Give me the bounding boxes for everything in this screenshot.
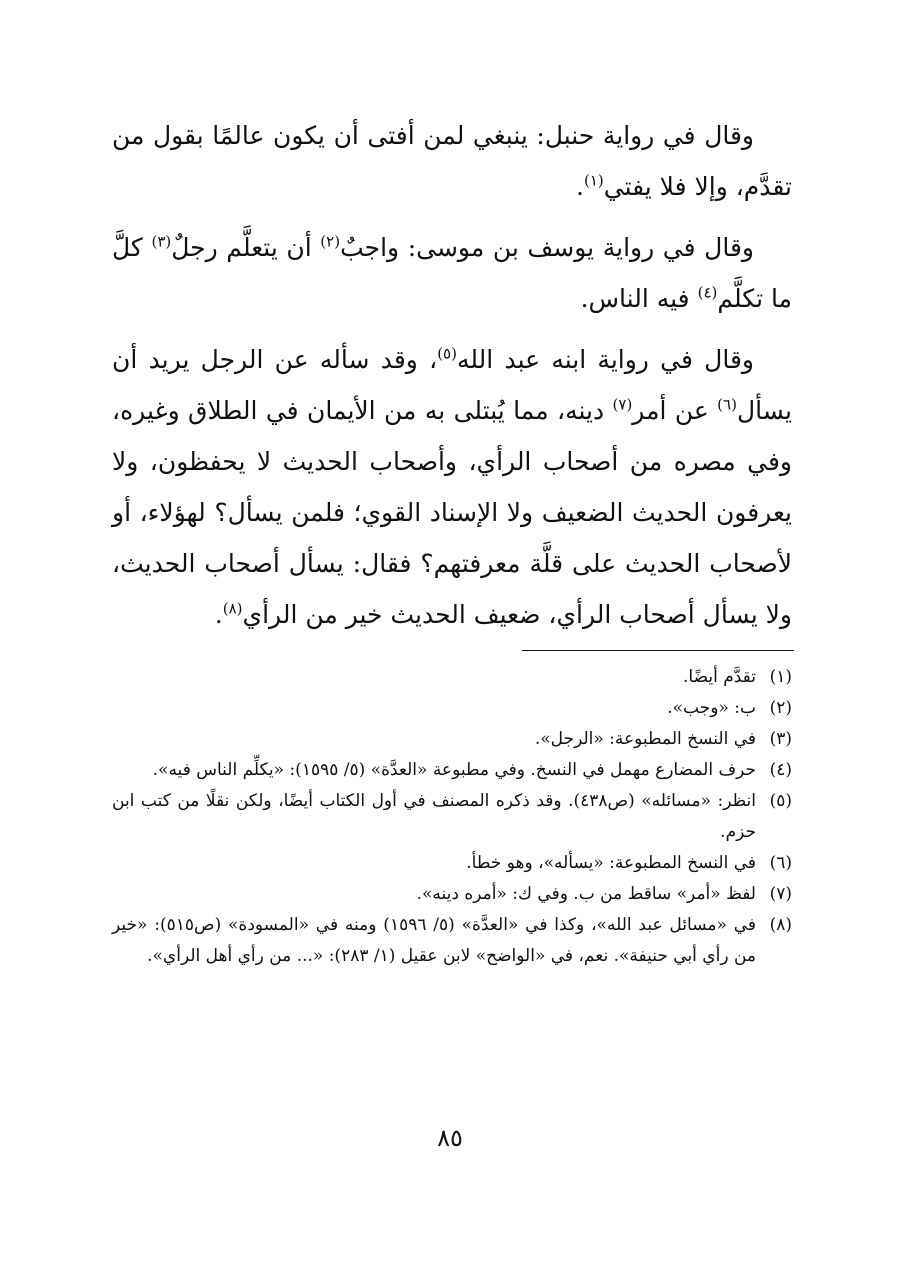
footnote-text: في النسخ المطبوعة: «يسأله»، وهو خطأ.: [466, 853, 756, 873]
footnotes-section: [112, 662, 792, 972]
footnote-number: (٣): [769, 729, 792, 749]
footnote-text: في «مسائل عبد الله»، وكذا في «العدَّة» (٥/ ١٥٩٦) ومنه في «المسودة» (ص٥١٥): «خير من رأي أبي حنيفة». نعم، في «الواضح» لابن عقيل (١/ ٢٨٣): «... من رأي أهل الرأي».: [112, 915, 757, 966]
footnote-text: تقدَّم أيضًا.: [683, 667, 756, 687]
footnote-number: (١): [769, 667, 792, 687]
footnote-text: ب: «وجب».: [667, 698, 756, 718]
paragraph-hanbal-narration: وقال في رواية حنبل: ينبغي لمن أفتى أن يكون عالمًا بقول من تقدَّم، وإلا فلا يفتي$^{(١)}$.: [112, 121, 792, 201]
footnote-ref-5[interactable]: (٥): [437, 344, 457, 363]
footnote-item: [112, 693, 792, 724]
footnote-number: (٨): [769, 915, 792, 935]
footnote-text: انظر: «مسائله» (ص٤٣٨). وقد ذكره المصنف في أول الكتاب أيضًا، ولكن نقلًا من كتب ابن حزم.: [112, 791, 756, 842]
footnote-ref-2[interactable]: (٢): [320, 232, 341, 251]
footnote-item: [112, 879, 792, 910]
footnote-ref-3[interactable]: (٣): [151, 232, 172, 251]
footnote-number: (٤): [769, 760, 792, 780]
footnote-text: لفظ «أمر» ساقط من ب. وفي ك: «أمره دينه».: [416, 884, 756, 904]
footnote-separator: [522, 650, 794, 651]
footnote-ref-8[interactable]: (٨): [222, 599, 243, 618]
main-text: [112, 110, 792, 650]
paragraph-abdullah-narration: وقال في رواية ابنه عبد الله$^{(٥)}$، وقد سأله عن الرجل يريد أن يسأل$^{(٦)}$ عن أمر$^{(٧)}$ دينه، مما يُبتلى به من الأيمان في الطلاق وغيره، وفي مصره من أصحاب الرأي، وأصحاب الحديث لا يحفظون، ولا يعرفون الحديث الضعيف ولا الإسناد القوي؛ فلمن يسأل؟ لهؤلاء، أو لأصحاب الحديث على قلَّة معرفتهم؟ فقال: يسأل أصحاب الحديث، ولا يسأل أصحاب الرأي، ضعيف الحديث خير من الرأي$^{(٨)}$.: [112, 344, 792, 629]
footnote-item: [112, 724, 792, 755]
footnote-ref-6[interactable]: (٦): [717, 395, 737, 414]
footnote-item: [112, 910, 792, 972]
footnote-number: (٧): [769, 884, 792, 904]
footnote-number: (٥): [769, 791, 792, 811]
footnote-text: في النسخ المطبوعة: «الرجل».: [534, 729, 756, 749]
footnote-number: (٢): [769, 698, 792, 718]
footnote-text: حرف المضارع مهمل في النسخ. وفي مطبوعة «العدَّة» (٥/ ١٥٩٥): «يكلِّم الناس فيه».: [152, 760, 756, 780]
footnote-ref-7[interactable]: (٧): [612, 395, 633, 414]
footnote-item: [112, 662, 792, 693]
footnote-ref-1[interactable]: (١): [583, 171, 604, 190]
footnote-item: [112, 786, 792, 848]
footnote-ref-4[interactable]: (٤): [697, 283, 718, 302]
footnote-item: [112, 755, 792, 786]
footnote-item: [112, 848, 792, 879]
page-number: ٨٥: [437, 1124, 463, 1152]
footnote-number: (٦): [769, 853, 792, 873]
paragraph-yusuf-narration: وقال في رواية يوسف بن موسى: واجبٌ$^{(٢)}$ أن يتعلَّم رجلٌ$^{(٣)}$ كلَّ ما تكلَّم$^{(٤)}$ فيه الناس.: [112, 232, 792, 313]
